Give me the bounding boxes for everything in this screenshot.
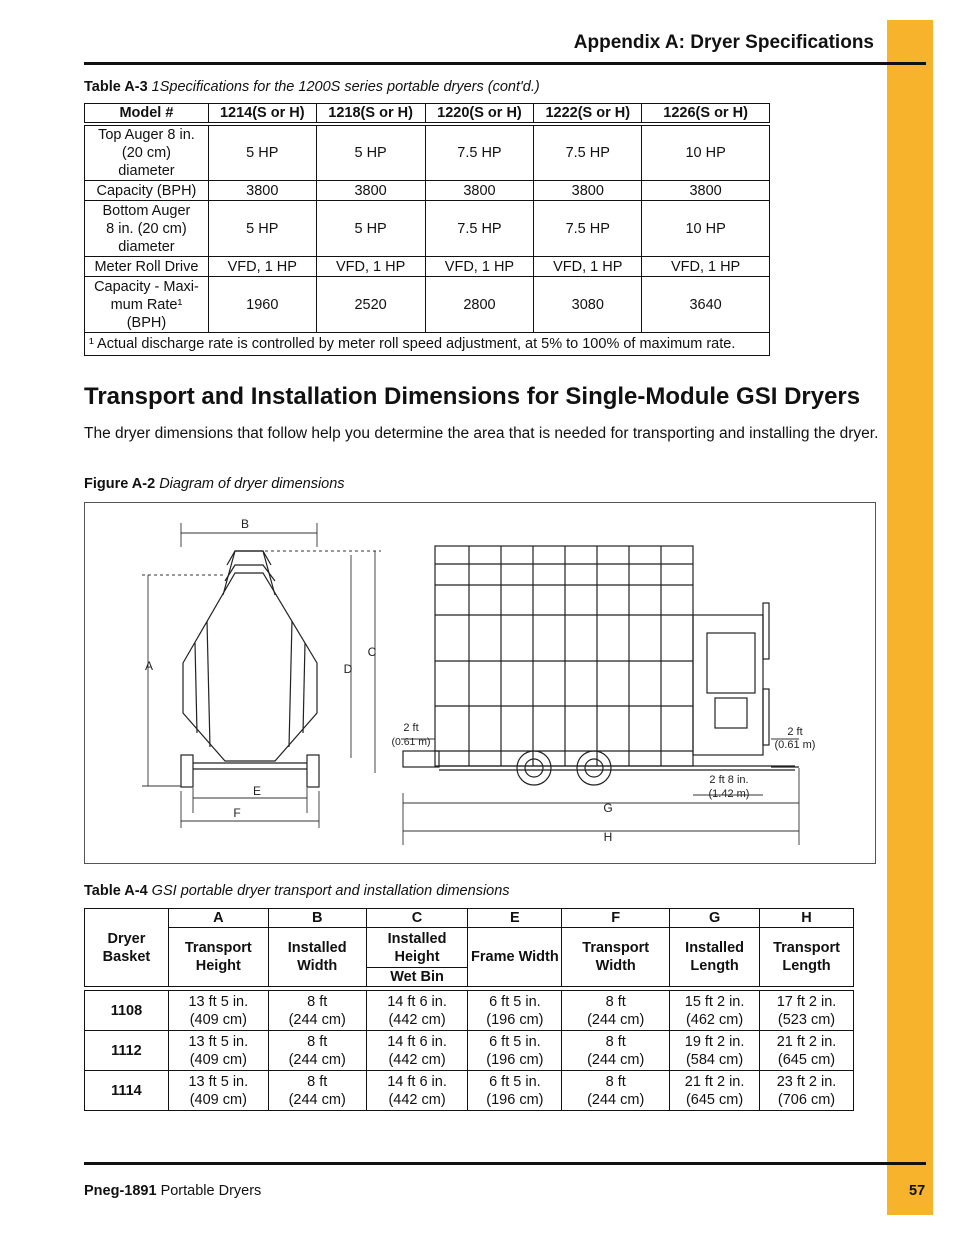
table-cell: 7.5 HP	[534, 124, 642, 181]
row-label: Bottom Auger 8 in. (20 cm) diameter	[85, 201, 209, 257]
letter-header: F	[562, 909, 670, 928]
table-cell: 5 HP	[316, 201, 425, 257]
table-row	[85, 991, 854, 1031]
table-cell: 15 ft 2 in. (462 cm)	[670, 991, 760, 1031]
page-header-title: Appendix A: Dryer Specifications	[573, 32, 874, 53]
letter-header: C	[366, 909, 468, 928]
corner-header: Dryer Basket	[85, 909, 169, 987]
table-cell: 8 ft (244 cm)	[268, 991, 366, 1031]
table-cell: 14 ft 6 in. (442 cm)	[366, 1031, 468, 1071]
table-cell: 7.5 HP	[425, 201, 534, 257]
table-cell: VFD, 1 HP	[425, 257, 534, 277]
table-cell: VFD, 1 HP	[642, 257, 770, 277]
table-cell: 8 ft (244 cm)	[268, 1071, 366, 1111]
dryer-diagram-svg	[85, 503, 875, 863]
table-cell: 3800	[642, 181, 770, 201]
table-cell: 5 HP	[316, 124, 425, 181]
table-cell: 3800	[316, 181, 425, 201]
table-row	[85, 201, 770, 257]
table-cell: 5 HP	[208, 124, 316, 181]
table-a4	[84, 908, 854, 1111]
letter-header: E	[468, 909, 562, 928]
table-cell: VFD, 1 HP	[316, 257, 425, 277]
column-header: 1220(S or H)	[425, 104, 534, 125]
column-header: Installed Height	[366, 928, 468, 968]
row-label: Top Auger 8 in. (20 cm) diameter	[85, 124, 209, 181]
dim-label-d: D	[343, 662, 353, 676]
table-cell: 13 ft 5 in. (409 cm)	[168, 1031, 268, 1071]
table-a4-caption: Table A-4 GSI portable dryer transport and installation dimensions	[84, 883, 510, 899]
table-row	[85, 277, 770, 333]
table-row	[85, 257, 770, 277]
table-cell: 21 ft 2 in. (645 cm)	[760, 1031, 854, 1071]
column-header: Frame Width	[468, 928, 562, 987]
table-cell: 3800	[425, 181, 534, 201]
table-cell: 19 ft 2 in. (584 cm)	[670, 1031, 760, 1071]
table-row	[85, 1071, 854, 1111]
letter-header: B	[268, 909, 366, 928]
table-cell: 7.5 HP	[534, 201, 642, 257]
table-cell: 7.5 HP	[425, 124, 534, 181]
dim-label-h: H	[603, 830, 613, 844]
letter-header: G	[670, 909, 760, 928]
table-cell: 17 ft 2 in. (523 cm)	[760, 991, 854, 1031]
header-rule	[84, 62, 926, 65]
column-header: 1222(S or H)	[534, 104, 642, 125]
column-header: Transport Length	[760, 928, 854, 987]
table-cell: VFD, 1 HP	[208, 257, 316, 277]
table-cell: 2800	[425, 277, 534, 333]
table-cell: 14 ft 6 in. (442 cm)	[366, 1071, 468, 1111]
table-cell: 6 ft 5 in. (196 cm)	[468, 1071, 562, 1111]
dimension-lines	[142, 523, 799, 845]
table-row	[85, 181, 770, 201]
right-clearance-ft: 2 ft	[787, 726, 803, 738]
table-cell: 3800	[208, 181, 316, 201]
table-cell: 8 ft (244 cm)	[562, 1071, 670, 1111]
column-header: 1226(S or H)	[642, 104, 770, 125]
letter-row	[85, 909, 854, 928]
right-clearance-m: (0.61 m)	[774, 739, 816, 751]
table-cell: VFD, 1 HP	[534, 257, 642, 277]
left-clearance-m: (0.61 m)	[391, 736, 431, 748]
table-cell: 10 HP	[642, 201, 770, 257]
column-header: 1214(S or H)	[208, 104, 316, 125]
table-a3	[84, 103, 770, 356]
dim-label-e: E	[252, 784, 262, 798]
row-model: 1112	[85, 1031, 169, 1071]
table-row	[85, 124, 770, 181]
hitch-length-m: (1.42 m)	[708, 788, 750, 800]
table-cell: 8 ft (244 cm)	[562, 1031, 670, 1071]
column-header: Transport Height	[168, 928, 268, 987]
table-cell: 2520	[316, 277, 425, 333]
hitch-length-ft: 2 ft 8 in.	[709, 774, 749, 786]
intro-paragraph: The dryer dimensions that follow help you determine the area that is needed for transporting and installing the dryer.	[84, 425, 879, 442]
row-model: 1108	[85, 991, 169, 1031]
dryer-end-view	[181, 551, 319, 787]
page-number: 57	[909, 1183, 926, 1199]
table-header-row	[85, 104, 770, 125]
dim-label-f: F	[233, 806, 241, 820]
table-cell: 13 ft 5 in. (409 cm)	[168, 1071, 268, 1111]
side-tab-bar	[887, 20, 933, 1215]
column-header: Model #	[85, 104, 209, 125]
table-cell: 5 HP	[208, 201, 316, 257]
table-cell: 14 ft 6 in. (442 cm)	[366, 991, 468, 1031]
column-header: 1218(S or H)	[316, 104, 425, 125]
footer-rule	[84, 1162, 926, 1165]
dim-label-b: B	[240, 517, 250, 531]
figure-a2-caption: Figure A-2 Diagram of dryer dimensions	[84, 476, 345, 492]
dryer-side-view	[403, 546, 799, 785]
row-label: Capacity (BPH)	[85, 181, 209, 201]
footer-doc-title: Pneg-1891 Portable Dryers	[84, 1183, 262, 1199]
table-cell: 13 ft 5 in. (409 cm)	[168, 991, 268, 1031]
row-model: 1114	[85, 1071, 169, 1111]
table-row	[85, 1031, 854, 1071]
header-row	[85, 928, 854, 968]
dim-label-c: C	[367, 645, 377, 659]
section-title: Transport and Installation Dimensions for Single-Module GSI Dryers	[84, 383, 861, 410]
row-label: Meter Roll Drive	[85, 257, 209, 277]
table-cell: 8 ft (244 cm)	[562, 991, 670, 1031]
table-footnote-row	[85, 333, 770, 356]
dryer-dimensions-diagram	[84, 502, 876, 864]
table-cell: 6 ft 5 in. (196 cm)	[468, 1031, 562, 1071]
table-cell: 3080	[534, 277, 642, 333]
left-clearance-ft: 2 ft	[403, 722, 419, 734]
letter-header: A	[168, 909, 268, 928]
table-cell: 8 ft (244 cm)	[268, 1031, 366, 1071]
table-cell: 3640	[642, 277, 770, 333]
subheader-wet-bin: Wet Bin	[366, 968, 468, 987]
table-cell: 3800	[534, 181, 642, 201]
dim-label-a: A	[144, 659, 154, 673]
table-cell: 21 ft 2 in. (645 cm)	[670, 1071, 760, 1111]
table-footnote: ¹ Actual discharge rate is controlled by meter roll speed adjustment, at 5% to 100% of maximum rate.	[85, 333, 770, 356]
column-header: Transport Width	[562, 928, 670, 987]
table-cell: 6 ft 5 in. (196 cm)	[468, 991, 562, 1031]
column-header: Installed Width	[268, 928, 366, 987]
table-a3-caption: Table A-3 1Specifications for the 1200S series portable dryers (cont'd.)	[84, 79, 540, 95]
table-cell: 1960	[208, 277, 316, 333]
column-header: Installed Length	[670, 928, 760, 987]
dim-label-g: G	[603, 801, 613, 815]
row-label: Capacity - Maxi-mum Rate¹ (BPH)	[85, 277, 209, 333]
table-cell: 10 HP	[642, 124, 770, 181]
table-cell: 23 ft 2 in. (706 cm)	[760, 1071, 854, 1111]
letter-header: H	[760, 909, 854, 928]
